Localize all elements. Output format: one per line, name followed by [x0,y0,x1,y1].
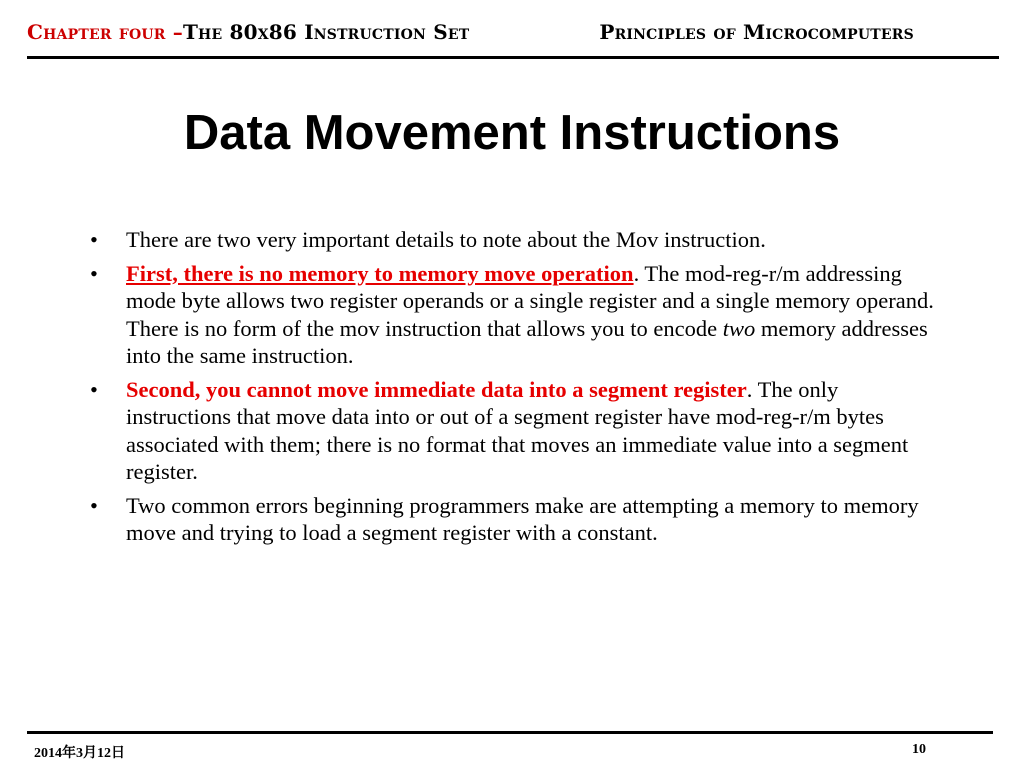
bullet-text: . The mod-reg-r/m addressing mode byte allows two register operands or a single register and a single memory operand. There is no form of the mov instruction that allows you to encode [126,260,934,341]
course-name: Principles of Microcomputers [599,20,914,44]
bullet-icon: • [90,227,98,252]
bullet-item [90,492,940,547]
bullet-text: memory addresses into the same instruction. [126,315,928,368]
bullet-text: There are two very important details to note about the Mov instruction. [126,227,766,252]
chapter-label: Chapter four – [27,20,183,44]
bullet-list [90,226,940,553]
bullet-icon: • [90,260,98,286]
bullet-icon: • [90,492,98,518]
bullet-item [90,376,940,486]
bullet-text: Two common errors beginning programmers make are attempting a memory to memory move and trying to load a segment register with a constant. [126,492,919,545]
bullet-emphasis: Second, you cannot move immediate data into a segment register [126,376,747,402]
page-number: 10 [912,742,926,757]
chapter-topic: The 80x86 Instruction Set [182,20,470,44]
bullet-emphasis: First, there is no memory to memory move operation [126,260,634,286]
bullet-item [90,260,940,370]
bullet-italic: two [722,315,756,341]
slide-header [27,20,1007,44]
bullet-text: . The only instructions that move data into or out of a segment register have mod-reg-r/m bytes associated with them; there is no format that moves an immediate value into a segment register. [126,376,909,484]
bullet-item [90,226,940,254]
footer-date: 2014年3月12日 [34,746,125,761]
header-divider [27,56,999,59]
bullet-icon: • [90,376,98,402]
footer-divider [27,731,993,734]
slide-title: Data Movement Instructions [183,106,841,160]
